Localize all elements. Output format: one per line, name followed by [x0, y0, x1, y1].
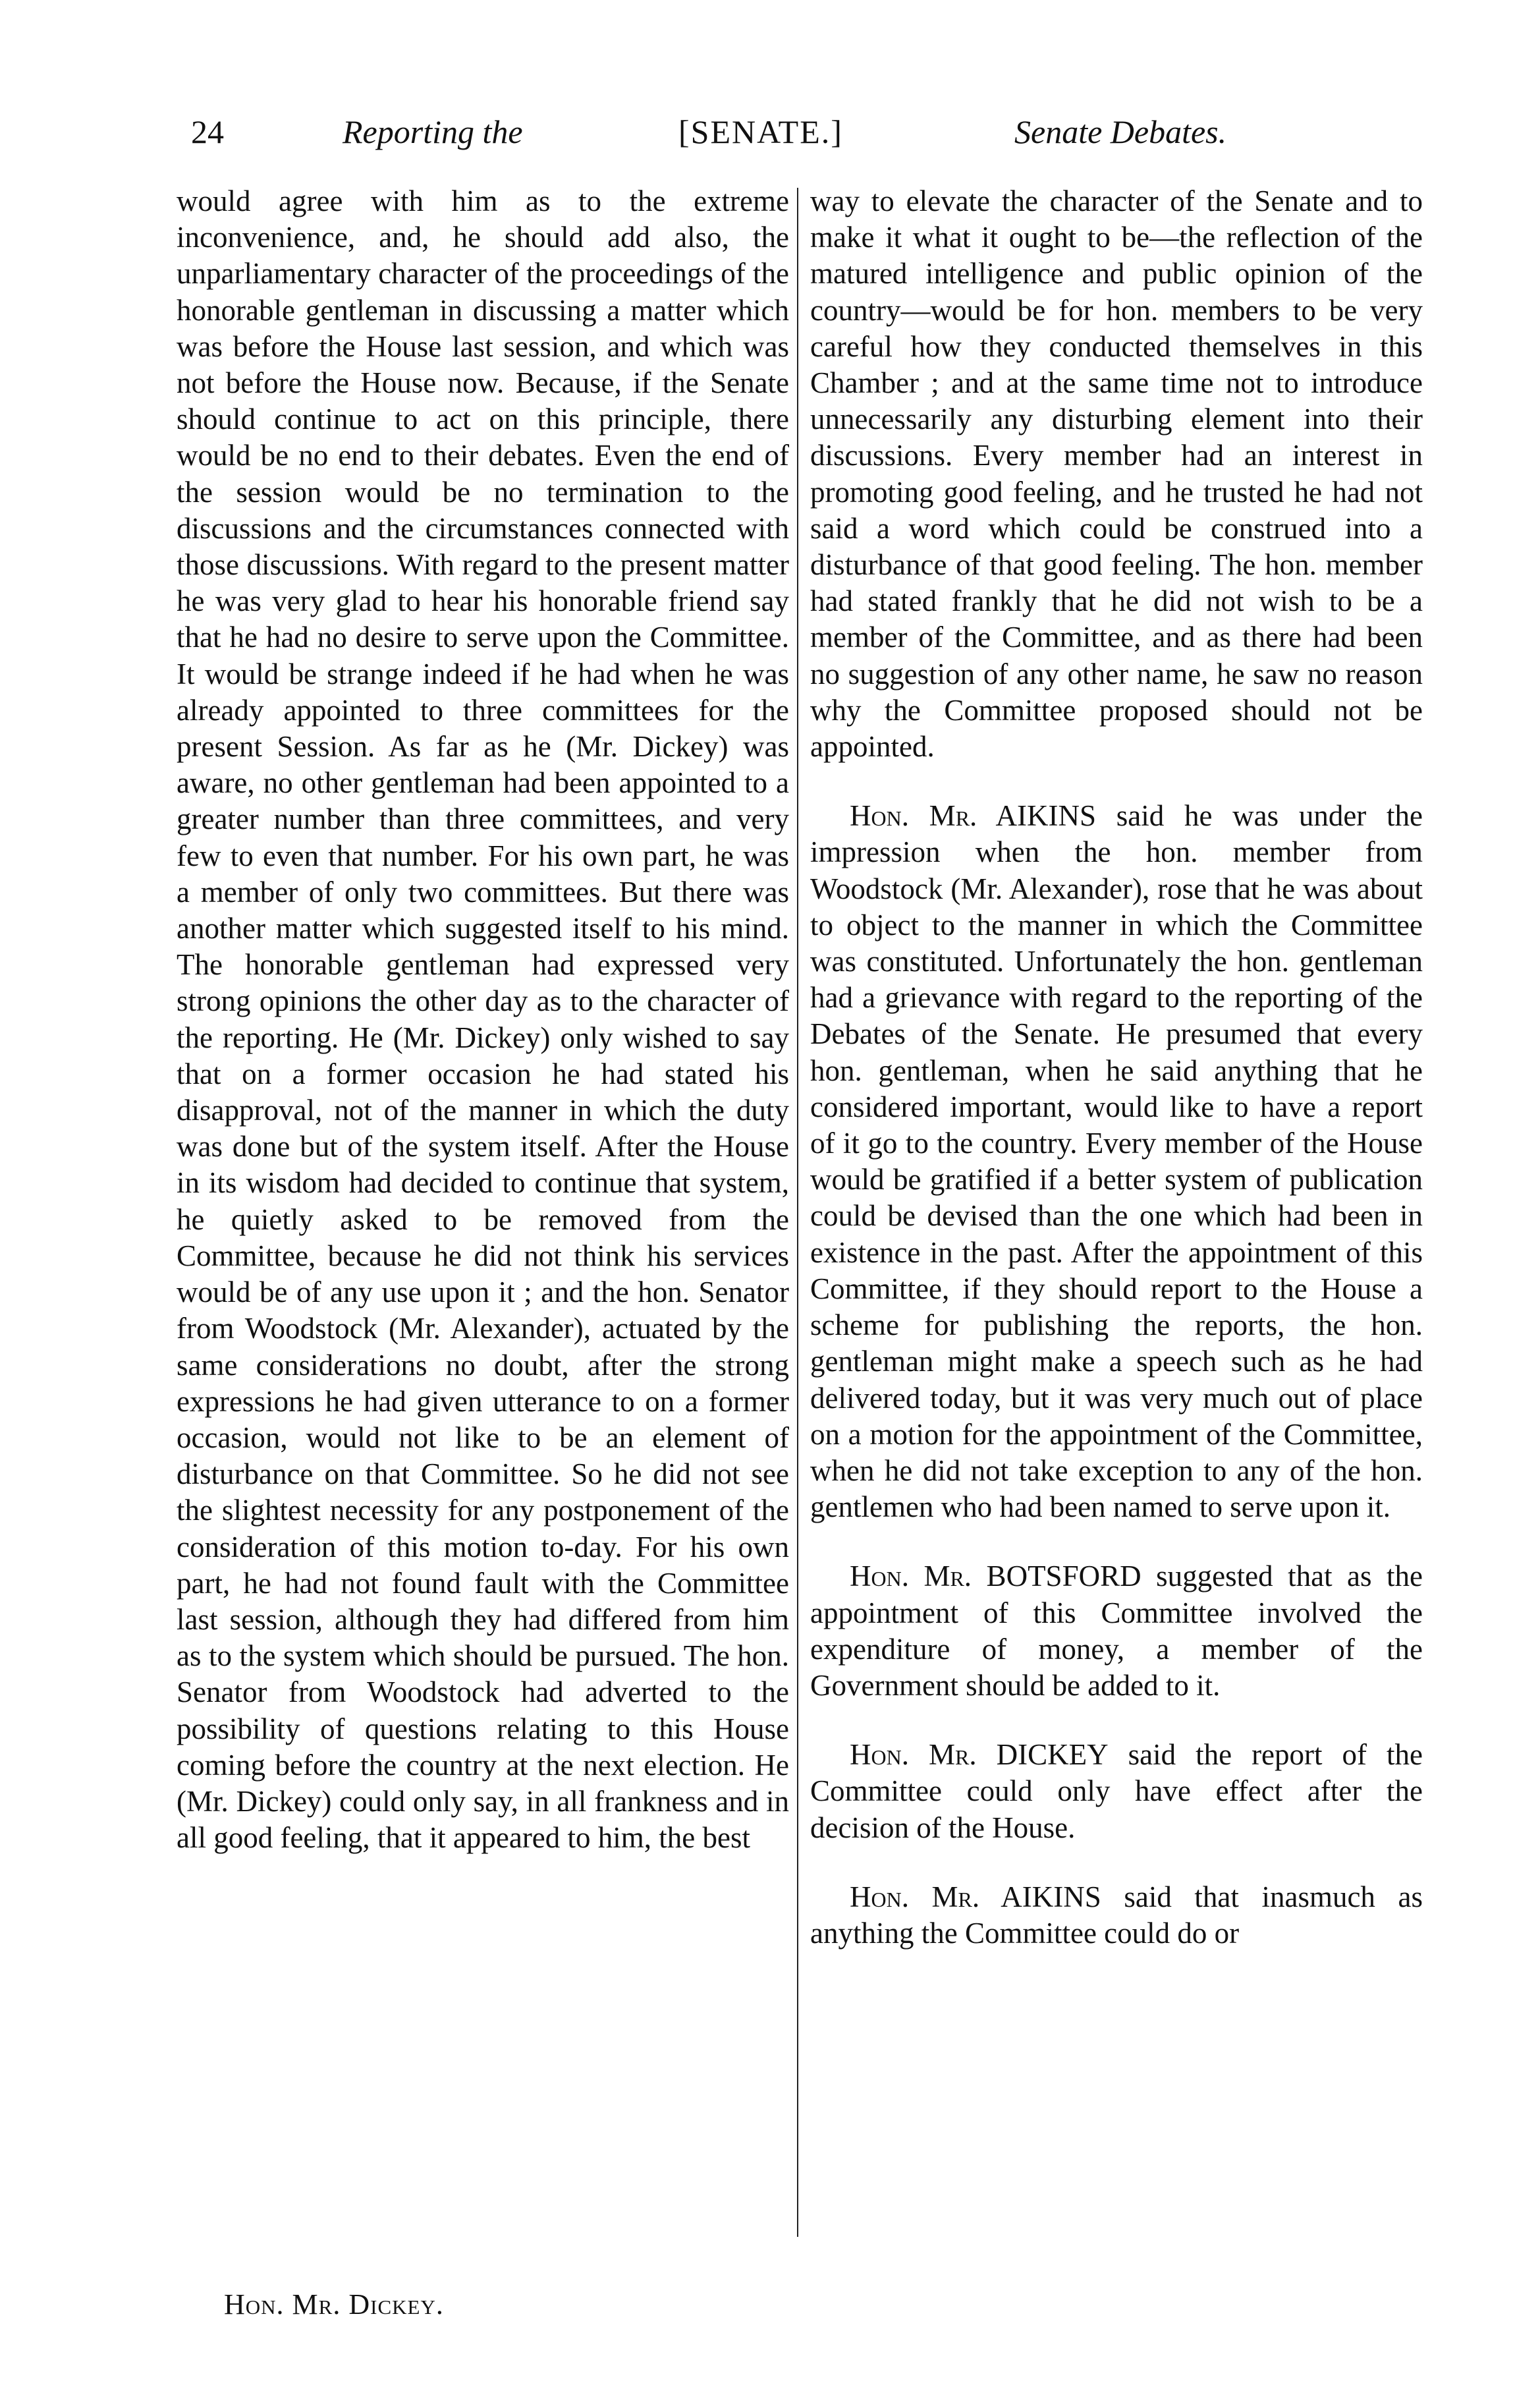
paragraph-continuation: way to elevate the character of the Senate and to make it what it ought to be—the reflection of the matured intelligence and public opinion of the country—would be for hon. members to be very careful how they conducted themselves in this Chamber ; and at the same time not to introduce unnecessarily any disturbing element into their discussions. Every member had an interest in promoting good feeling, and he trusted he had not said a word which could be construed into a disturbance of that good feeling. The hon. member had stated frankly that he did not wish to be a member of the Committee, and as there had been no suggestion of any other name, he saw no reason why the Committee proposed should not be appointed.	[810, 184, 1423, 764]
paragraph: would agree with him as to the extreme inconvenience, and, he should add also, the unparliamentary character of the proceedings of the honorable gentleman in discussing a matter which was before the House last session, and which was not before the House now. Because, if the Senate should continue to act on this principle, there would be no end to their debates. Even the end of the session would be no termination to the discussions and the circumstances connected with those discussions. With regard to the present matter he was very glad to hear his honorable friend say that he had no desire to serve upon the Committee. It would be strange indeed if he had when he was already appointed to three committees for the present Session. As far as he (Mr. Dickey) was aware, no other gentleman had been appointed to a greater number than three committees, and very few to even that number. For his own part, he was a member of only two committees. But there was another matter which suggested itself to his mind. The honorable gentleman had expressed very strong opinions the other day as to the character of the reporting. He (Mr. Dickey) only wished to say that on a former occasion he had stated his disapproval, not of the manner in which the duty was done but of the system itself. After the House in its wisdom had decided to continue that system, he quietly asked to be removed from the Committee, because he did not think his services would be of any use upon it ; and the hon. Senator from Woodstock (Mr. Alexander), actuated by the same considerations no doubt, after the strong expressions he had given utterance to on a former occasion, would not like to be an element of disturbance on that Committee. So he did not see the slightest necessity for any postponement of the consideration of this motion to-day. For his own part, he had not found fault with the Committee last session, although they had differed from him as to the system which should be pursued. The hon. Senator from Woodstock had adverted to the possibility of questions relating to this House coming before the country at the next election. He (Mr. Dickey) could only say, in all frankness and in all good feeling, that it appeared to him, the best	[177, 184, 789, 1855]
header-center-title: [SENATE.]	[678, 113, 843, 150]
running-header	[158, 112, 1298, 158]
header-left-title: Reporting the	[343, 113, 523, 150]
speaker-name: Hon. Mr. DICKEY	[850, 1738, 1109, 1772]
speech-text: suggested that as the appointment of this Committee involved the expenditure of money, a member of the Government should be added to it.	[810, 1560, 1423, 1702]
speech-text: said he was under the impression when the hon. member from Woodstock (Mr. Alexander), rose that he was about to object to the manner in which the Committee was constituted. Unfortunately the hon. gentleman had a grievance with regard to the reporting of the Debates of the Senate. He presumed that every hon. gentleman, when he said anything that he considered important, would like to have a report of it go to the country. Every member of the House would be gratified if a better system of publication could be devised than the one which had been in existence in the past. After the appointment of this Committee, if they should report to the House a scheme for publishing the reports, the hon. gentleman might make a speech such as he had delivered today, but it was very much out of place on a motion for the appointment of the Committee, when he did not take exception to any of the hon. gentlemen who had been named to serve upon it.	[810, 799, 1423, 1524]
left-column	[177, 183, 789, 1856]
speech-paragraph	[810, 1737, 1423, 1846]
page-number: 24	[191, 113, 224, 150]
speech-paragraph	[810, 1879, 1423, 1952]
speaker-name: Hon. Mr. BOTSFORD	[850, 1560, 1141, 1593]
speech-paragraph	[810, 1558, 1423, 1704]
speech-paragraph	[810, 798, 1423, 1525]
speaker-name: Hon. Mr. AIKINS	[850, 1880, 1101, 1913]
column-divider	[797, 188, 798, 2237]
speech-text: said the report of the Committee could only have effect after the decision of the House.	[810, 1738, 1423, 1844]
header-right-title: Senate Debates.	[1014, 113, 1227, 150]
speaker-name: Hon. Mr. AIKINS	[850, 799, 1097, 833]
footer-catchword: Hon. Mr. Dickey.	[224, 2288, 444, 2321]
speech-text: said that inasmuch as anything the Committee could do or	[810, 1880, 1423, 1950]
right-column	[810, 183, 1423, 1952]
